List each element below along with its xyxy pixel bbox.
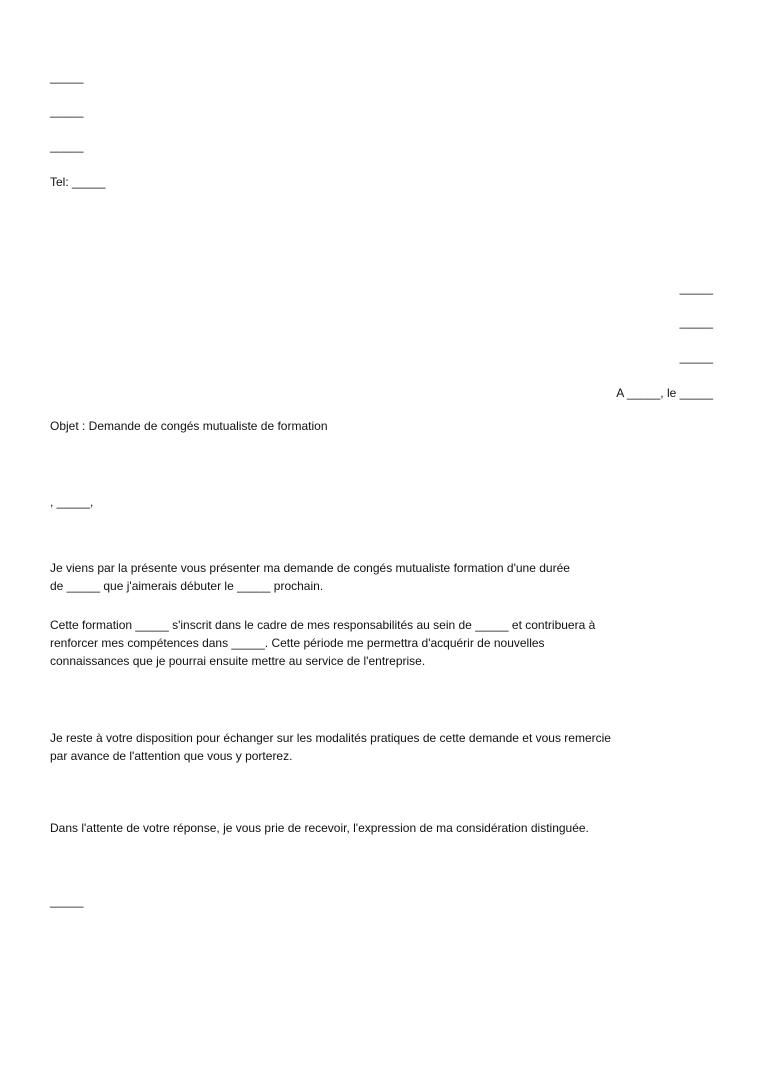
paragraph-line: renforcer mes compétences dans _____. Cette période me permettra d'acquérir de nouvelles bbox=[50, 636, 545, 650]
paragraph-request bbox=[50, 559, 715, 595]
paragraph-line: Je viens par la présente vous présenter ma demande de congés mutualiste formation d'une durée bbox=[50, 561, 570, 575]
signature: _____ bbox=[50, 894, 84, 908]
sender-line-1: _____ bbox=[50, 70, 84, 84]
sender-line-3: _____ bbox=[50, 139, 84, 153]
paragraph-line: connaissances que je pourrai ensuite mettre au service de l'entreprise. bbox=[50, 654, 426, 668]
salutation: , _____, bbox=[50, 495, 94, 509]
sender-line-2: _____ bbox=[50, 104, 84, 118]
paragraph-line: par avance de l'attention que vous y porterez. bbox=[50, 749, 293, 763]
paragraph-closing bbox=[50, 819, 715, 837]
recipient-line-3: _____ bbox=[679, 350, 713, 364]
place-date: A _____, le _____ bbox=[616, 386, 713, 400]
subject-line: Objet : Demande de congés mutualiste de formation bbox=[50, 419, 328, 433]
paragraph-availability bbox=[50, 729, 715, 765]
paragraph-line: Dans l'attente de votre réponse, je vous prie de recevoir, l'expression de ma considération distinguée. bbox=[50, 821, 589, 835]
recipient-line-2: _____ bbox=[679, 315, 713, 329]
paragraph-line: Je reste à votre disposition pour échanger sur les modalités pratiques de cette demande et vous remercie bbox=[50, 731, 611, 745]
recipient-line-1: _____ bbox=[679, 281, 713, 295]
paragraph-line: de _____ que j'aimerais débuter le _____ prochain. bbox=[50, 579, 324, 593]
sender-tel: Tel: _____ bbox=[50, 175, 106, 189]
paragraph-line: Cette formation _____ s'inscrit dans le cadre de mes responsabilités au sein de _____ et contribuera à bbox=[50, 618, 596, 632]
paragraph-training bbox=[50, 616, 715, 670]
